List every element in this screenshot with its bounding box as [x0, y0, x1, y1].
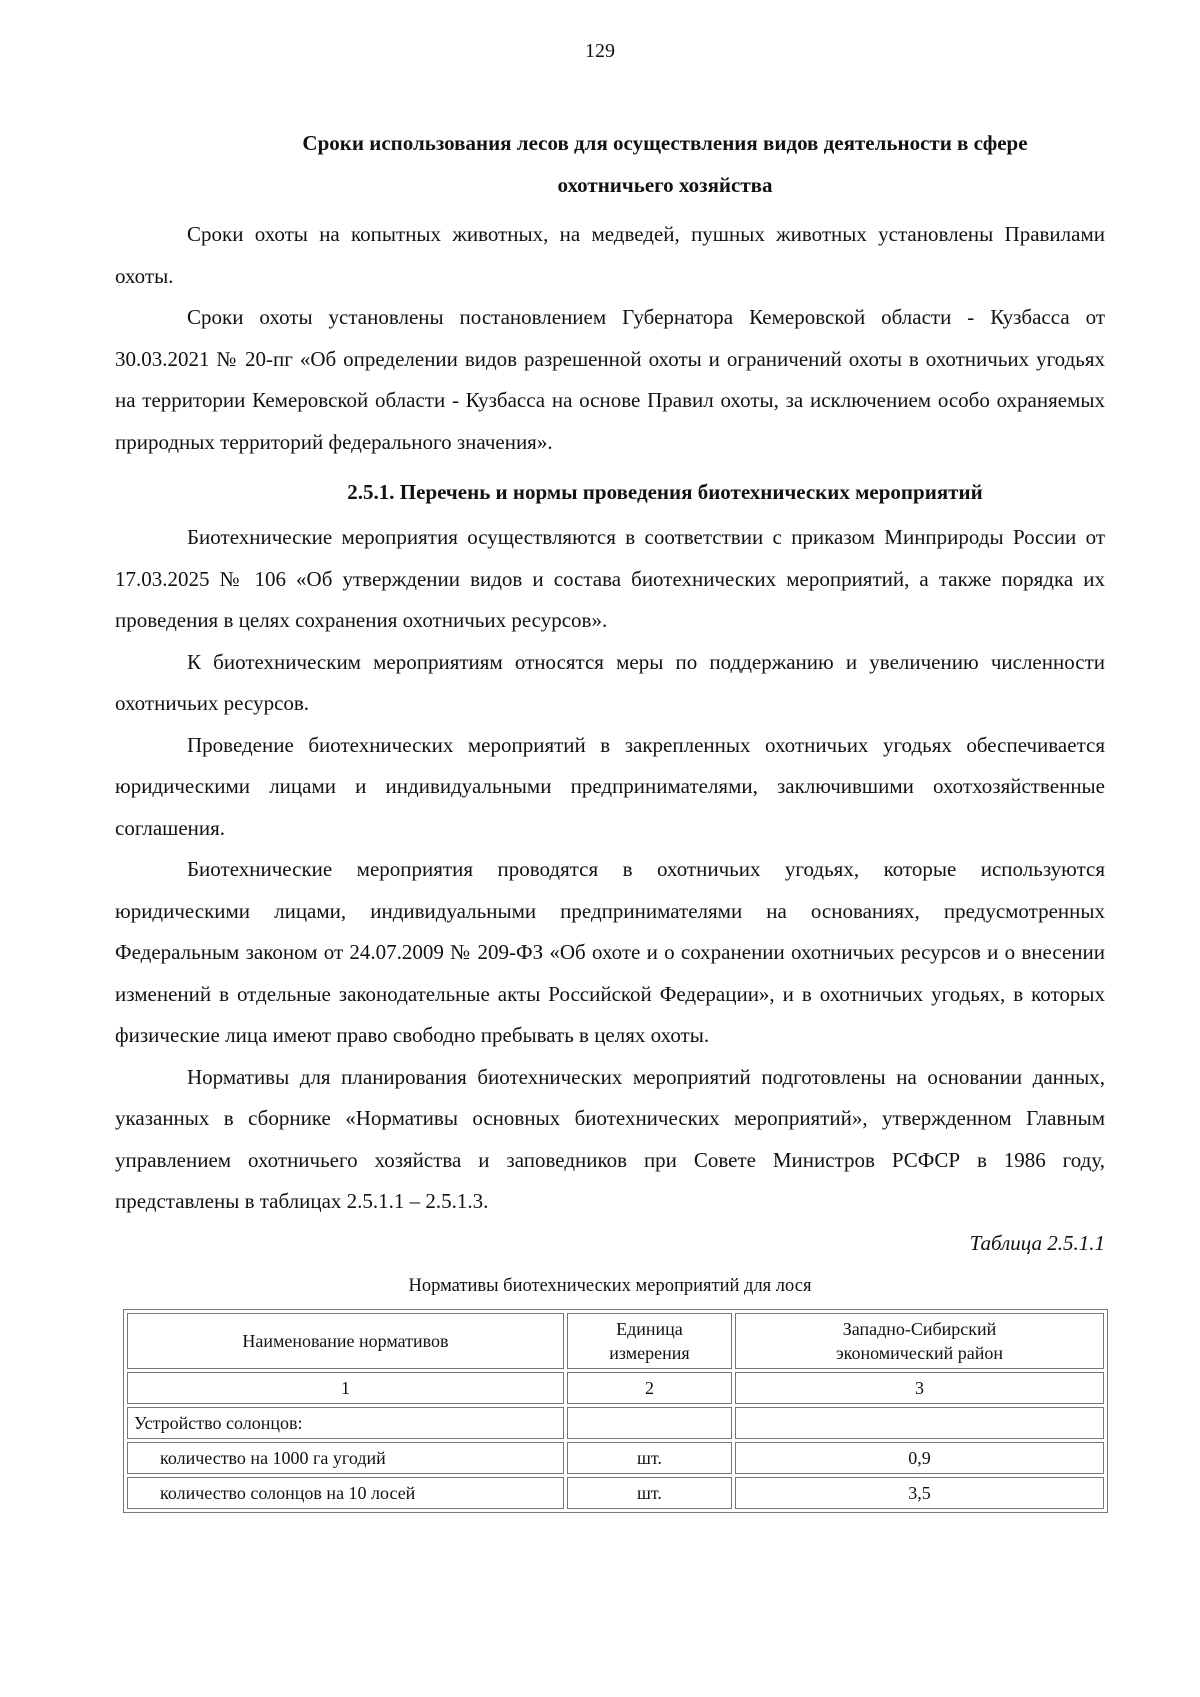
- header-region-line-1: Западно-Сибирский: [842, 1318, 997, 1339]
- row-value: [735, 1407, 1104, 1439]
- header-unit: [567, 1313, 732, 1369]
- page-number: 129: [585, 40, 615, 62]
- row-name: количество на 1000 га угодий: [127, 1442, 564, 1474]
- paragraph: К биотехническим мероприятиям относятся меры по поддержанию и увеличению численности охотничьих ресурсов.: [115, 649, 1105, 715]
- section-heading-line-1: Сроки использования лесов для осуществления видов деятельности в сфере: [302, 131, 1028, 155]
- table-title: Нормативы биотехнических мероприятий для лося: [408, 1275, 812, 1296]
- table-row: [127, 1407, 1104, 1439]
- paragraph: Сроки охоты на копытных животных, на медведей, пушных животных установлены Правилами охоты.: [115, 222, 1105, 288]
- header-region-line-2: экономический район: [835, 1342, 1004, 1363]
- paragraph: Биотехнические мероприятия осуществляются в соответствии с приказом Минприроды России от 17.03.2025 № 106 «Об утверждении видов и состава биотехнических мероприятий, а также порядка их проведения в целях сохранения охотничьих ресурсов».: [115, 525, 1105, 632]
- row-unit: шт.: [567, 1477, 732, 1509]
- header-unit-line-1: Единица: [616, 1318, 683, 1339]
- row-name: количество солонцов на 10 лосей: [127, 1477, 564, 1509]
- row-name: Устройство солонцов:: [127, 1407, 564, 1439]
- row-value: 0,9: [735, 1442, 1104, 1474]
- document-body: [115, 122, 1105, 1513]
- header-unit-line-2: измерения: [609, 1342, 690, 1363]
- row-unit: [567, 1407, 732, 1439]
- subsection-heading: 2.5.1. Перечень и нормы проведения биотехнических мероприятий: [347, 480, 983, 504]
- paragraph: Нормативы для планирования биотехнических мероприятий подготовлены на основании данных, указанных в сборнике «Нормативы основных биотехнических мероприятий», утвержденном Главным управлением охотничьего хозяйства и заповедников при Совете Министров РСФСР в 1986 году, представлены в таблицах 2.5.1.1 – 2.5.1.3.: [115, 1064, 1105, 1213]
- table-header-row: [127, 1313, 1104, 1369]
- section-heading: [115, 122, 1105, 206]
- main-paragraphs: [115, 517, 1105, 1223]
- intro-paragraphs: [115, 214, 1105, 463]
- row-unit: шт.: [567, 1442, 732, 1474]
- row-value: 3,5: [735, 1477, 1104, 1509]
- table-row: [127, 1442, 1104, 1474]
- header-region: [735, 1313, 1104, 1369]
- paragraph: Проведение биотехнических мероприятий в закрепленных охотничьих угодьях обеспечивается юридическими лицами и индивидуальными предпринимателями, заключившими охотхозяйственные соглашения.: [115, 732, 1105, 840]
- header-name: Наименование нормативов: [127, 1313, 564, 1369]
- paragraph: Сроки охоты установлены постановлением Губернатора Кемеровской области - Кузбасса от 30.03.2021 № 20-пг «Об определении видов разрешенной охоты и ограничений охоты в охотничьих угодьях на территории Кемеровской области - Кузбасса на основе Правил охоты, за исключением особо охраняемых природных территорий федерального значения».: [115, 305, 1105, 454]
- table-label: Таблица 2.5.1.1: [969, 1230, 1105, 1255]
- paragraph: Биотехнические мероприятия проводятся в охотничьих угодьях, которые используются юридическими лицами, индивидуальными предпринимателями на основаниях, предусмотренных Федеральным законом от 24.07.2009 № 209-ФЗ «Об охоте и о сохранении охотничьих ресурсов и о внесении изменений в отдельные законодательные акты Российской Федерации», и в охотничьих угодьях, в которых физические лица имеют право свободно пребывать в целях охоты.: [115, 857, 1105, 1047]
- section-heading-line-2: охотничьего хозяйства: [557, 173, 773, 197]
- norms-table: [123, 1309, 1108, 1513]
- column-number: 1: [127, 1372, 564, 1404]
- table-numbering-row: [127, 1372, 1104, 1404]
- column-number: 3: [735, 1372, 1104, 1404]
- table-row: [127, 1477, 1104, 1509]
- column-number: 2: [567, 1372, 732, 1404]
